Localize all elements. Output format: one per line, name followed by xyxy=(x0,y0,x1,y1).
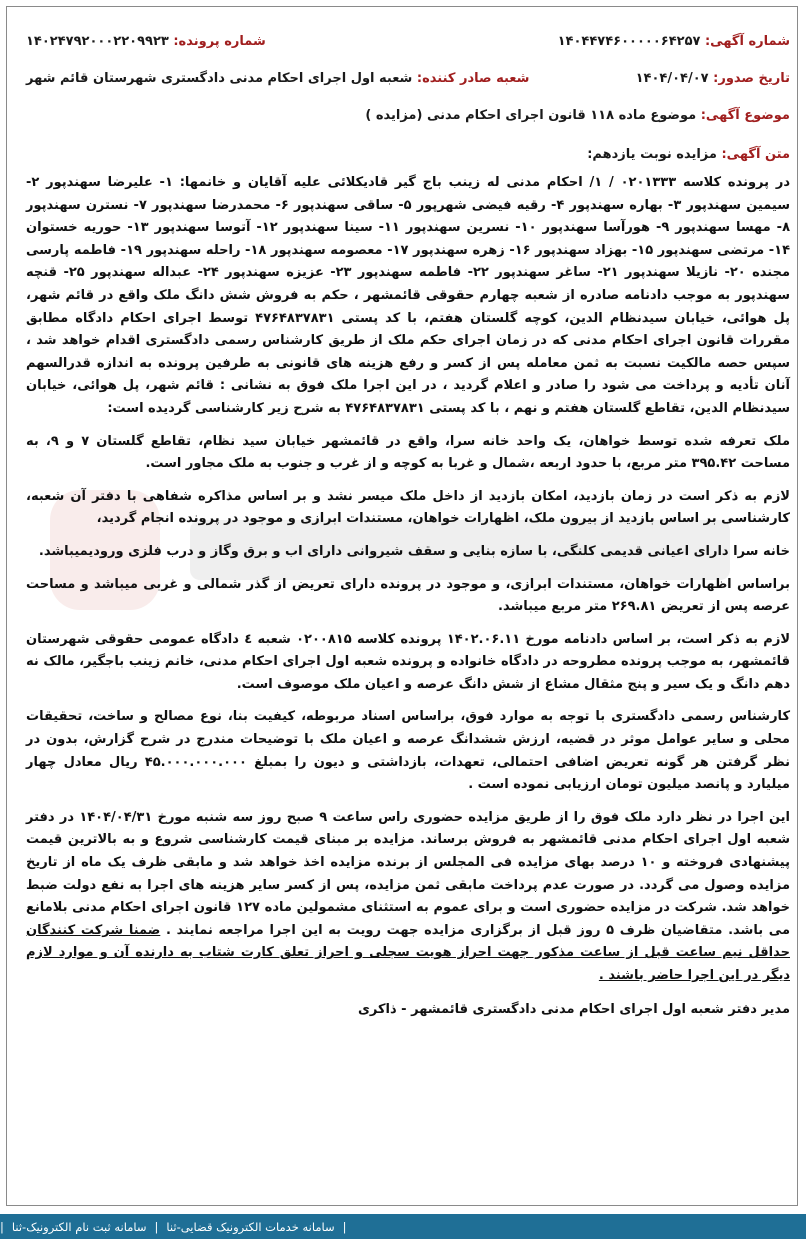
notice-number xyxy=(558,34,790,49)
paragraph-property: ملک تعرفه شده توسط خواهان، یک واحد خانه سرا، واقع در قائمشهر خیابان سید نظام، تقاطع گلستان ۷ و ۹، به مساحت ۳۹۵.۴۲ متر مربع، با حدود اربعه ،شمال و غربا به کوچه و از غرب و جنوب به ملک مجاور است. xyxy=(26,433,791,472)
paragraph-inspection: لازم به ذکر است در زمان بازدید، امکان بازدید از داخل ملک میسر نشد و بر اساس مذاکره شفاهی با دفتر آن شعبه، کارشناسی بر اساس بازدید از بیرون ملک، اظهارات خواهان، مستندات ابرازی و موجود در پرونده انجام گردید، xyxy=(26,488,790,527)
footer-link-sana-registration[interactable]: سامانه ثبت نام الکترونیک-ثنا xyxy=(11,1219,147,1234)
subject-label: موضوع آگهی: xyxy=(700,108,790,123)
meta-row-numbers xyxy=(26,34,790,49)
case-number xyxy=(26,34,266,49)
issue-date-label: تاریخ صدور: xyxy=(713,71,790,86)
case-number-label: شماره پرونده: xyxy=(173,34,266,49)
paragraph-ownership: لازم به ذکر است، بر اساس دادنامه مورخ ۱۴۰۲.۰۶.۱۱ پرونده کلاسه ۰۲۰۰۸۱۵ شعبه ٤ دادگاه عمومی حقوقی شهرستان قائمشهر، به موجب پرونده مطروحه در دادگاه خانواده و پرونده شعبه اول اجرای احکام مدنی، خانم زینب باجگیر، مالک نه دهم دانگ و یک سیر و پنج مثقال مشاع از شش دانگ عرصه و اعیان ملک موصوف است. xyxy=(26,631,791,692)
footer-bar xyxy=(0,1214,806,1239)
case-number-value: ۱۴۰۲۴۷۹۲۰۰۰۲۲۰۹۹۲۳ xyxy=(26,34,169,49)
footer-separator: | xyxy=(154,1219,159,1234)
footer-pipe-left: | xyxy=(0,1219,4,1234)
notice-text-line xyxy=(26,147,790,162)
issuing-branch-value: شعبه اول اجرای احکام مدنی دادگستری شهرستان قائم شهر xyxy=(26,71,413,86)
notice-text-value: مزایده نوبت یازدهم: xyxy=(587,147,717,162)
footer-pipe-right: | xyxy=(342,1219,347,1234)
paragraph-setback: براساس اظهارات خواهان، مستندات ابرازی، و موجود در پرونده دارای تعریض از گذر شمالی و غربی میباشد و مساحت عرصه پس از تعریض ۲۶۹.۸۱ متر مربع میباشد. xyxy=(26,576,790,615)
signature: مدیر دفتر شعبه اول اجرای احکام مدنی دادگستری قائمشهر - ذاکری xyxy=(357,1001,790,1017)
subject-line xyxy=(26,108,790,123)
paragraph-case: در پرونده کلاسه ۰۲۰۱۳۳۳ / ۱/ احکام مدنی له زینب باج گیر قادیکلائی علیه آقایان و خانمها: ۱- علیرضا سهندپور ۲- سیمین سهندپور ۳- بهاره سهندپور ۴- رقیه فیضی شهرپور ۵- ساقی سهندپور ۶- محمدرضا سهندپور ۷- نسترن سهندپور ۸- مهسا سهندپور ۹- هورآسا سهندپور ۱۰- نسرین سهندپور ۱۱- سینا سهندپور ۱۲- آتوسا سهندپور ۱۳- حوریه خستوان ۱۴- مرتضی سهندپور ۱۵- بهزاد سهندپور ۱۶- زهره سهندپور ۱۷- معصومه سهندپور ۱۸- راحله سهندپور ۱۹- فاطمه پارسی مجنده ۲۰- نازیلا سهندپور ۲۱- ساغر سهندپور ۲۲- فاطمه سهندپور ۲۳- عزیزه سهندپور ۲۴- عبداله سهندپور ۲۵- قنچه سهندپور به موجب دادنامه صادره از شعبه چهارم حقوقی قائمشهر ، حکم به فروش شش دانگ ملک واقع در قائم شهر، پل هوائی، خیابان سیدنظام الدین، کوچه گلستان هفتم، با کد پستی ۴۷۶۴۸۳۷۸۳۱ توسط اجرای احکام دادگاه مطابق مقررات قانون اجرای احکام مدنی که در زمان اجرای حکم ملک از طریق کارشناس رسمی دادگستری اقدام خواهد شد ، سپس حصه مالکیت نسبت به ثمن معامله پس از کسر و رفع هزینه های قانونی به طرفین پرونده به اندازه قدرالسهم آنان تأدیه و پرداخت می شود را صادر و اعلام گردید ، در این اجرا ملک فوق به نشانی : قائم شهر، پل هوائی، خیابان سیدنظام الدین، تقاطع گلستان هفتم و نهم ، با کد پستی ۴۷۶۴۸۳۷۸۳۱ به شرح زیر کارشناسی گردیده است: xyxy=(26,175,791,416)
notice-number-value: ۱۴۰۴۴۷۴۶۰۰۰۰۰۶۴۲۵۷ xyxy=(557,34,701,49)
subject-value: موضوع ماده ۱۱۸ قانون اجرای احکام مدنی (مزایده ) xyxy=(365,108,697,123)
issuing-branch xyxy=(26,71,529,86)
paragraph-auction xyxy=(26,807,790,988)
issuing-branch-label: شعبه صادر کننده: xyxy=(416,71,530,86)
issue-date xyxy=(636,71,790,86)
notice-number-label: شماره آگهی: xyxy=(704,34,790,49)
auction-underlined-text: ضمنا شرکت کنندگان حداقل نیم ساعت قبل از ساعت مذکور جهت احراز هویت سجلی و احراز تعلق کارت شتاب به دارنده آن و موارد لازم دیگر در این اجرا حاضر باشند . xyxy=(26,922,790,983)
notice-text-label: متن آگهی: xyxy=(721,147,790,162)
issue-date-value: ۱۴۰۴/۰۴/۰۷ xyxy=(635,71,709,86)
paragraph-building: خانه سرا دارای اعیانی قدیمی کلنگی، با سازه بنایی و سقف شیروانی دارای اب و برق وگاز و درب فلزی ورودیمیباشد. xyxy=(38,543,790,559)
auction-text: این اجرا در نظر دارد ملک فوق را از طریق مزایده حضوری راس ساعت ۹ صبح روز سه شنبه مورخ ۱۴۰۴/۰۴/۳۱ در دفتر شعبه اول اجرای احکام مدنی قائمشهر به فروش برساند. مزایده بر مبنای قیمت کارشناسی شروع و به بالاترین قیمت پیشنهادی فروخته و ۱۰ درصد بهای مزایده فی المجلس از برنده مزایده اخذ خواهد شد و مابقی ظرف یک ماه از تاریخ مزایده وصول می گردد. در صورت عدم پرداخت مابقی ثمن مزایده، پس از کسر سایر هزینه های اجرا به نفع دولت ضبط خواهد شد. شرکت در مزایده حضوری است و برای عموم به استثنای مشمولین ماده ۱۲۷ قانون اجرای احکام مدنی بلامانع می باشد. متقاضیان ظرف ۵ روز قبل از برگزاری مزایده جهت رویت به این اجرا مراجعه نمایند . xyxy=(26,809,791,938)
footer-link-sana-services[interactable]: سامانه خدمات الکترونیک قضایی-ثنا xyxy=(166,1219,335,1234)
notice-content xyxy=(26,34,790,1017)
paragraph-valuation: کارشناس رسمی دادگستری با توجه به موارد فوق، براساس اسناد مربوطه، کیفیت بنا، نوع مصالح و ساخت، تحقیقات محلی و سایر عوامل موثر در قضیه، ارزش ششدانگ عرصه و اعیان ملک با توضیحات مندرج در شرح گزارش، بدون در نظر گرفتن هر گونه تعریض اضافی احتمالی، تعهدات، بازداشتی و دیون را بمبلغ ۴۵.۰۰۰.۰۰۰.۰۰۰ ریال معادل چهار میلیارد و پانصد میلیون تومان ارزیابی نموده است . xyxy=(26,709,790,793)
meta-row-issue xyxy=(26,71,790,86)
